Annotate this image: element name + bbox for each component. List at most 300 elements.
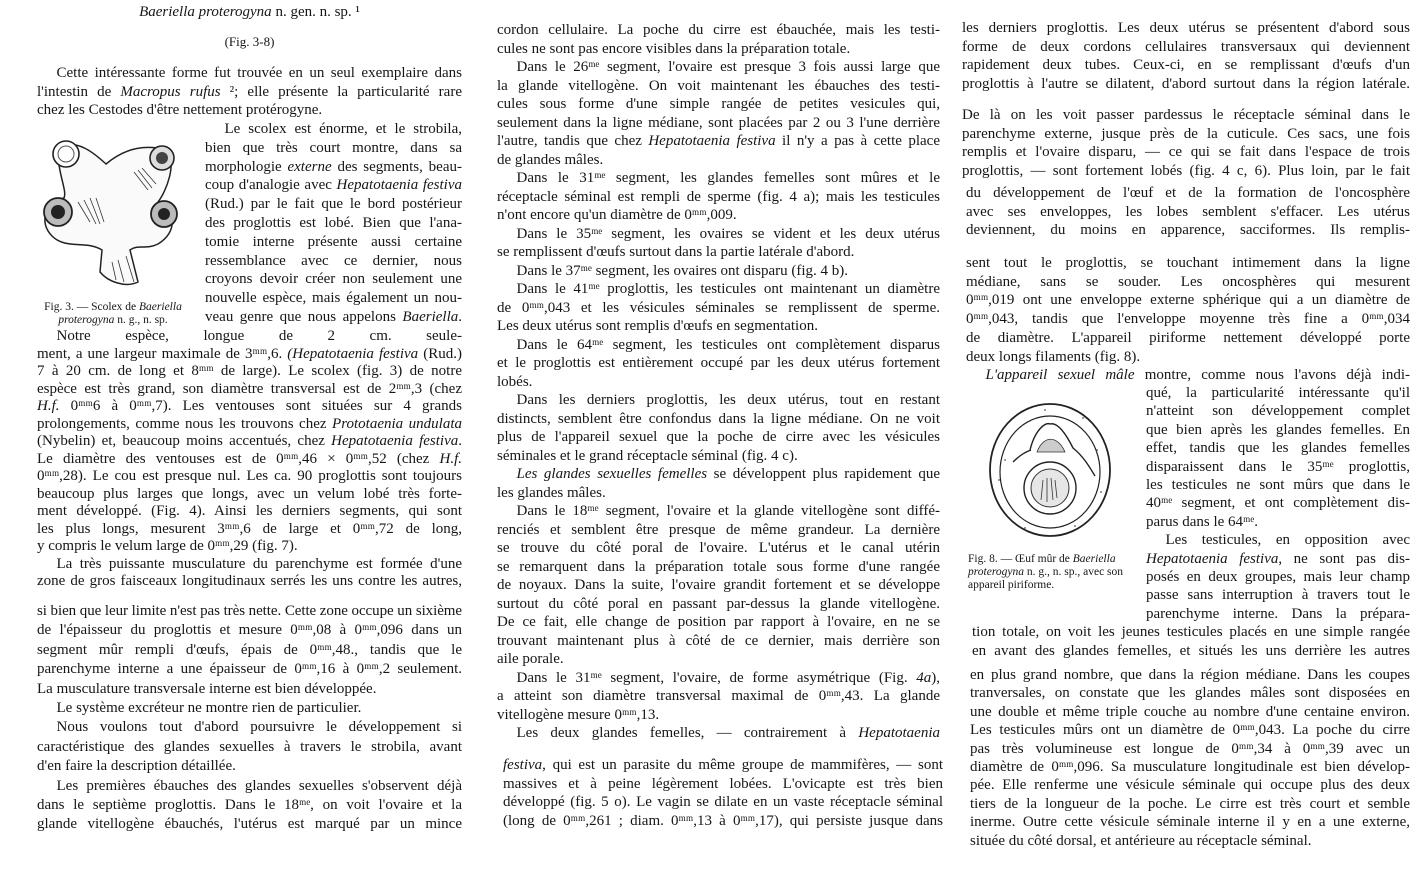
text-run: Dans le 41ᵐᵉ proglottis, les testicules ont maintenant un diamètre [516,281,940,297]
text-line [970,666,1410,684]
text-line [37,641,462,660]
text-line [37,416,462,434]
text-run: si bien que leur limite n'est pas très nette. Cette zone occupe un sixième [37,603,462,619]
text-line [1146,568,1410,586]
line-content [1146,513,1258,531]
text-run: tiers de la longueur de la poche. Le cirre est très court et semble [970,795,1410,812]
paragraph [497,724,940,743]
col3-third [966,184,1410,240]
text-line [497,595,940,614]
col2-bottom [503,756,943,830]
line-content [517,262,849,281]
line-content [1146,550,1410,568]
line-content [1166,531,1411,549]
text-run: dans le septième proglottis. Dans le 18ᵐᵉ, on voit l'ovaire et la [37,797,462,814]
figure-3-caption [28,301,198,327]
text-line [37,521,462,539]
text-run: a atteint son diamètre transversal maximal de 0ᵐᵐ,43. La glande [497,688,940,704]
text-run: croyons devoir créer non seulement une [205,271,462,288]
line-content [1146,458,1410,476]
text-run: se remarquent dans la préparation totale sous forme d'une rangée [497,558,940,575]
line-content [37,621,462,640]
text-line [497,132,940,151]
paragraph [966,254,1410,366]
paragraph [966,184,1410,240]
text-run: développé (fig. 5 o). Le vagin se dilate en un vaste réceptacle séminal [503,794,943,810]
line-content [497,595,940,614]
text-run: parenchyme interne. Dans la prépara- [1146,605,1410,622]
text-run: deux longs filaments (fig. 8). [966,348,1141,365]
text-run: morphologie [205,158,288,175]
line-content [497,77,940,96]
line-content [1146,586,1410,604]
line-content [37,486,462,504]
text-run: chez les Cestodes d'être nettement protérogyne. [37,102,323,119]
line-content [497,521,940,540]
line-content [37,521,462,539]
text-run: en plus grand nombre, que dans la région médiane. Dans les coupes [970,667,1410,683]
italic-text-run: festiva [503,757,543,773]
line-content [497,299,940,318]
text-run: Nous voulons tout d'abord poursuivre le développement si [56,719,462,736]
text-line [1146,605,1410,623]
italic-text-run: Baeriella proterogyna [968,553,1116,578]
figure-reference: (Fig. 3-8) [224,34,275,49]
text-run: des proglottis est lobé. Bien que l'ana- [205,214,462,231]
text-run: trouvant maintenant plus à côté de ce dernier, mais derrière son [497,632,940,649]
line-content [517,724,941,743]
line-content [497,613,940,632]
text-run: pée. Elle renferme une vésicule séminale qui occupe plus des deux [970,777,1410,794]
line-content [57,328,463,346]
line-content [962,56,1410,75]
paragraph [497,169,940,225]
text-run: Le scolex est énorme, et le strobila, [224,121,462,137]
line-content [517,58,941,77]
text-run: nouvelle espèce, mais également un nou- [205,290,462,307]
line-content [517,502,941,521]
italic-text-run: (Hepatotaenia festiva [287,345,419,362]
text-run: du développement de l'œuf et de la formation de l'oncosphère [966,185,1410,201]
text-line [497,650,940,669]
text-run: Les testicules mûrs ont un diamètre de 0ᵐᵐ,043. La poche du cirre [970,722,1410,739]
text-run: et le proglottis est entièrement occupé par les deux utérus fortement [497,355,940,371]
text-line [497,225,940,244]
line-content [497,706,659,725]
line-content [503,793,943,812]
line-content [1146,439,1410,457]
text-run: les derniers proglottis. Les deux utérus se présentent d'abord sous [962,20,1410,36]
line-content [57,718,463,737]
scolex-figure [38,132,184,297]
col1-bottom [37,602,462,835]
text-run: de glandes mâles. [497,151,604,168]
line-content [225,120,463,139]
text-line [970,795,1410,813]
line-content [517,280,941,299]
text-line [497,502,940,521]
text-line [1146,513,1410,531]
line-content [497,151,603,170]
text-run: renciés et semblent être presque de même grandeur. La dernière [497,521,940,538]
text-line [497,336,940,355]
paragraph [497,225,940,262]
paragraph [497,465,940,502]
text-line [497,21,940,40]
text-run: 0ᵐᵐ,043, tandis que l'enveloppe moyenne très fine a 0ᵐᵐ,034 [966,311,1410,328]
line-content [57,777,463,796]
line-content [962,106,1410,125]
line-content [970,684,1410,702]
line-content [497,687,940,706]
paragraph [497,502,940,669]
text-line [497,724,940,743]
text-line [966,366,1410,385]
text-line [205,176,462,195]
line-content [205,158,462,177]
line-content [517,465,941,484]
text-line [1146,550,1410,568]
text-line [966,329,1410,348]
italic-text-run: Baeriella proterogyna [58,301,182,326]
line-content [497,484,606,503]
col3-bottom [970,666,1410,850]
text-line [37,738,462,757]
paragraph [37,718,462,776]
text-line [962,125,1410,144]
text-run: pas très volumineuse est longue de 0ᵐᵐ,34 à 0ᵐᵐ,39 avec un [970,740,1410,757]
text-run: Dans le 31ᵐᵉ segment, les glandes femelles sont mûres et le [516,170,940,186]
paragraph [497,58,940,169]
text-run: la glande vitellogène. On voit maintenant les ébauches des testi- [497,77,940,94]
text-run: effet, tandis que les glandes femelles [1146,440,1410,457]
text-line [205,120,462,139]
text-line [962,143,1410,162]
text-run: n'ont encore qu'un diamètre de 0ᵐᵐ,009. [497,207,737,223]
text-run: distincts, semblent être confondus dans la ligne médiane. On ne voit [497,410,940,427]
line-content [966,273,1410,292]
text-run: aile porale. [497,651,564,667]
text-run: veau genre que nous appelons [205,308,403,325]
line-content [966,254,1410,273]
text-run: ²; elle présente la particularité rare [220,83,462,100]
line-content [57,556,463,574]
paragraph [1146,531,1410,623]
text-line [1146,494,1410,512]
egg-figure [985,400,1115,540]
paragraph [37,699,462,718]
text-run: coup d'analogie avec [205,177,337,194]
line-content [205,270,462,289]
text-line [970,832,1410,850]
text-line [37,363,462,381]
text-run: Dans le 18ᵐᵉ segment, l'ovaire et la glande vitellogène sont diffé- [516,503,940,519]
line-content [37,641,462,660]
paragraph [37,556,462,591]
paragraph [962,106,1410,180]
col1-body [37,328,462,591]
line-content [503,756,943,775]
text-line [37,398,462,416]
text-line [37,433,462,451]
italic-text-run: L'appareil sexuel mâle [985,367,1135,384]
text-line [497,576,940,595]
text-run: zone de gros faisceaux longitudinaux serrés les uns contre les autres, [37,573,462,589]
text-line [37,602,462,621]
line-content [962,19,1410,38]
line-content [37,451,462,469]
paragraph [497,391,940,465]
line-content [37,796,462,815]
text-run: y compris le velum large de 0ᵐᵐ,29 (fig. 7). [37,538,298,554]
line-content [37,346,462,364]
italic-text-run: Hepatotaenia festiva [1146,550,1279,567]
text-run: espèce est très grand, son diamètre transversal est de 2ᵐᵐ,3 (chez [37,380,462,397]
text-line [966,221,1410,240]
line-content [1146,384,1410,402]
text-line [37,538,462,556]
text-line [497,206,940,225]
line-content [970,776,1410,794]
text-run: située du côté dorsal, et antérieure au réceptacle séminal. [970,832,1312,849]
text-run: de noyaux. Dans la suite, l'ovaire grandit fortement et se développe [497,577,940,593]
line-content [970,740,1410,758]
line-content [497,650,564,669]
line-content [497,21,940,40]
text-line [497,373,940,392]
text-run: des segments, beau- [331,158,462,175]
text-run: se remplissent d'œufs surtout dans la partie latérale d'abord. [497,244,855,260]
text-run: il n'y a pas à cette place [775,133,940,149]
line-content [37,433,462,451]
text-run: lobés. [497,373,533,390]
text-run: Les testicules, en opposition avec [1165,532,1410,549]
text-line [497,151,940,170]
text-run: 0ᵐᵐ,019 ont une enveloppe externe sphérique qui a un diamètre de [966,292,1410,309]
text-run: l'autre, tandis que chez [497,133,649,149]
col3-second [962,106,1410,180]
col2-body [497,21,940,743]
text-run: disparaissent dans le 35ᵐᵉ proglottis, [1146,458,1410,475]
text-line [205,289,462,308]
italic-text-run: Baeriella proterogyna [139,4,272,20]
text-run: segment mûr rempli d'œufs, épais de 0ᵐᵐ,48., tandis que le [37,641,462,658]
text-run: ment développé. (Fig. 4). Ainsi les derniers segments, qui sont [37,503,462,519]
paragraph [962,19,1410,94]
text-line [970,758,1410,776]
text-run: tranversales, on constate que les glandes mâles sont disposées en [970,685,1410,702]
text-run: l'intestin de [37,83,121,100]
text-line [966,203,1410,222]
paragraph [497,21,940,58]
col3-wrap-text [1146,384,1410,623]
line-content [517,669,941,688]
text-run: se trouve du côté poral de l'ovaire. L'utérus et le canal utérin [497,540,940,556]
text-line [497,521,940,540]
text-line [497,447,940,466]
line-content [205,252,462,271]
text-run: passe sans interruption à travers tout le [1146,587,1410,604]
line-content [37,381,462,399]
text-run: en avant des glandes femelles, et situés les uns derrière les autres [972,642,1410,659]
text-run: , ne sont pas dis- [1278,550,1410,567]
text-line [37,680,462,699]
paragraph [972,623,1410,660]
text-line [37,83,462,102]
text-run: cules ne sont pas encore visibles dans la préparation totale. [497,40,851,57]
text-line [497,558,940,577]
text-run: médiane, sans se souder. Les oncosphères qui mesurent [966,273,1410,290]
text-line [497,243,940,262]
text-run: Le système excréteur ne montre rien de particulier. [56,700,362,717]
italic-text-run: 4a [916,669,932,686]
line-content [37,363,462,381]
text-line [37,777,462,796]
text-line [497,40,940,59]
text-line [497,391,940,410]
text-line [962,38,1410,57]
paragraph [497,669,940,725]
text-line [497,280,940,299]
text-run: (Rud.) [418,345,462,362]
text-line [37,573,462,591]
text-run: Dans les derniers proglottis, les deux utérus, tout en restant [516,392,940,408]
line-content [517,169,941,188]
text-line [37,503,462,521]
text-line [497,669,940,688]
text-run: deviennent, du moins en apparence, sacciformes. Ils remplis- [966,222,1410,238]
text-line [970,703,1410,721]
line-content [1146,568,1410,586]
text-line [37,101,462,120]
text-line [37,64,462,83]
line-content [497,373,532,392]
line-content [497,40,850,59]
text-run: Dans le 37ᵐᵉ segment, les ovaires ont disparu (fig. 4 b). [516,262,849,279]
text-run: séminales et le grand réceptacle séminal (fig. 4 c). [497,447,798,464]
line-content [962,162,1410,181]
text-line [497,188,940,207]
text-run: de 0ᵐᵐ,043 et les vésicules séminales se remplissent de sperme. [497,299,940,316]
text-line [497,613,940,632]
text-line [1146,531,1410,549]
line-content [497,243,854,262]
italic-text-run: Prototaenia undulata [332,415,462,432]
line-content [205,289,462,308]
line-content [517,336,941,355]
text-line [966,273,1410,292]
text-line [966,310,1410,329]
line-content [37,660,462,679]
text-line [970,813,1410,831]
line-content [37,503,462,521]
text-run: posés en deux groupes, mais leur champ [1146,569,1410,586]
text-run: ), [931,669,940,686]
col3-top [962,19,1410,94]
text-line [503,775,943,794]
line-content [972,642,1410,661]
line-content [1146,476,1410,494]
text-line [1146,421,1410,439]
text-line [205,158,462,177]
text-line [972,642,1410,661]
line-content [986,366,1411,385]
text-line [962,162,1410,181]
text-run: vitellogène mesure 0ᵐᵐ,13. [497,706,660,723]
text-run: Le diamètre des ventouses est de 0ᵐᵐ,46 × 0ᵐᵐ,52 (chez [37,450,440,467]
line-content [1146,494,1410,512]
line-content [205,176,462,195]
paragraph [205,120,462,327]
line-content [962,143,1410,162]
text-run: Fig. 8. — Œuf mûr de [968,553,1073,565]
italic-text-run: Macropus rufus [120,83,221,100]
line-content [37,602,462,621]
text-line [497,687,940,706]
paragraph [37,328,462,556]
line-content [497,576,940,595]
line-content [205,195,462,214]
line-content [1146,421,1410,439]
line-content [497,114,940,133]
text-run: 40ᵐᵉ segment, et ont complètement dis- [1146,495,1410,512]
text-line [1146,458,1410,476]
text-line [1146,384,1410,402]
col1-intro [37,64,462,120]
line-content [966,184,1410,203]
text-line [962,19,1410,38]
text-run: Les deux utérus sont remplis d'œufs en segmentation. [497,318,818,334]
line-content [1146,402,1410,420]
line-content [37,101,322,120]
text-line [962,56,1410,75]
text-line [497,706,940,725]
text-run: de l'épaisseur du proglottis et mesure 0ᵐᵐ,08 à 0ᵐᵐ,096 dans un [37,622,462,639]
text-line [1146,439,1410,457]
text-run: bien que très court montre, dans sa [205,139,462,156]
text-run: prolongements, comme nous les trouvons chez [37,415,333,432]
text-line [497,317,940,336]
text-run: une double et même triple couche au nombre d'une centaine environ. [970,703,1410,720]
line-content [37,416,462,434]
line-content [970,758,1410,776]
line-content [497,447,798,466]
text-run: beaucoup plus larges que longs, avec un velum lobé très forte- [37,485,462,502]
line-content [497,317,818,336]
text-run: rapidement deux tubes. Ceux-ci, en se remplissant d'œufs d'un [962,57,1410,74]
text-run: ressemblance avec ce dernier, nous [205,252,462,269]
text-run: Fig. 3. — Scolex de [44,301,140,313]
text-line [205,270,462,289]
text-line [966,291,1410,310]
text-run: cules sous forme d'une simple rangée de petites vesicules qui, [497,96,940,112]
text-run: diamètre de 0ᵐᵐ,096. Sa musculature longitudinale est bien dévelop- [970,759,1410,776]
paragraph [966,366,1410,385]
paragraph [497,262,940,281]
text-run: De là on les voit passer pardessus le réceptacle séminal dans le [962,107,1410,123]
paragraph [1146,384,1410,531]
text-run: avec ses enveloppes, les lobes semblent s'effacer. Les utérus [966,203,1410,220]
line-content [497,95,940,114]
text-run: n. gen. n. sp. ¹ [271,4,360,20]
text-line [37,346,462,364]
line-content [497,354,940,373]
text-run: Les deux glandes femelles, — contrairement à [516,725,859,741]
text-run: Dans le 31ᵐᵉ segment, l'ovaire, de forme asymétrique (Fig. [516,669,917,686]
text-run: 7 à 20 cm. de long et 8ᵐᵐ de large). Le scolex (fig. 3) de notre [37,363,462,379]
line-content [497,410,940,429]
text-line [503,793,943,812]
